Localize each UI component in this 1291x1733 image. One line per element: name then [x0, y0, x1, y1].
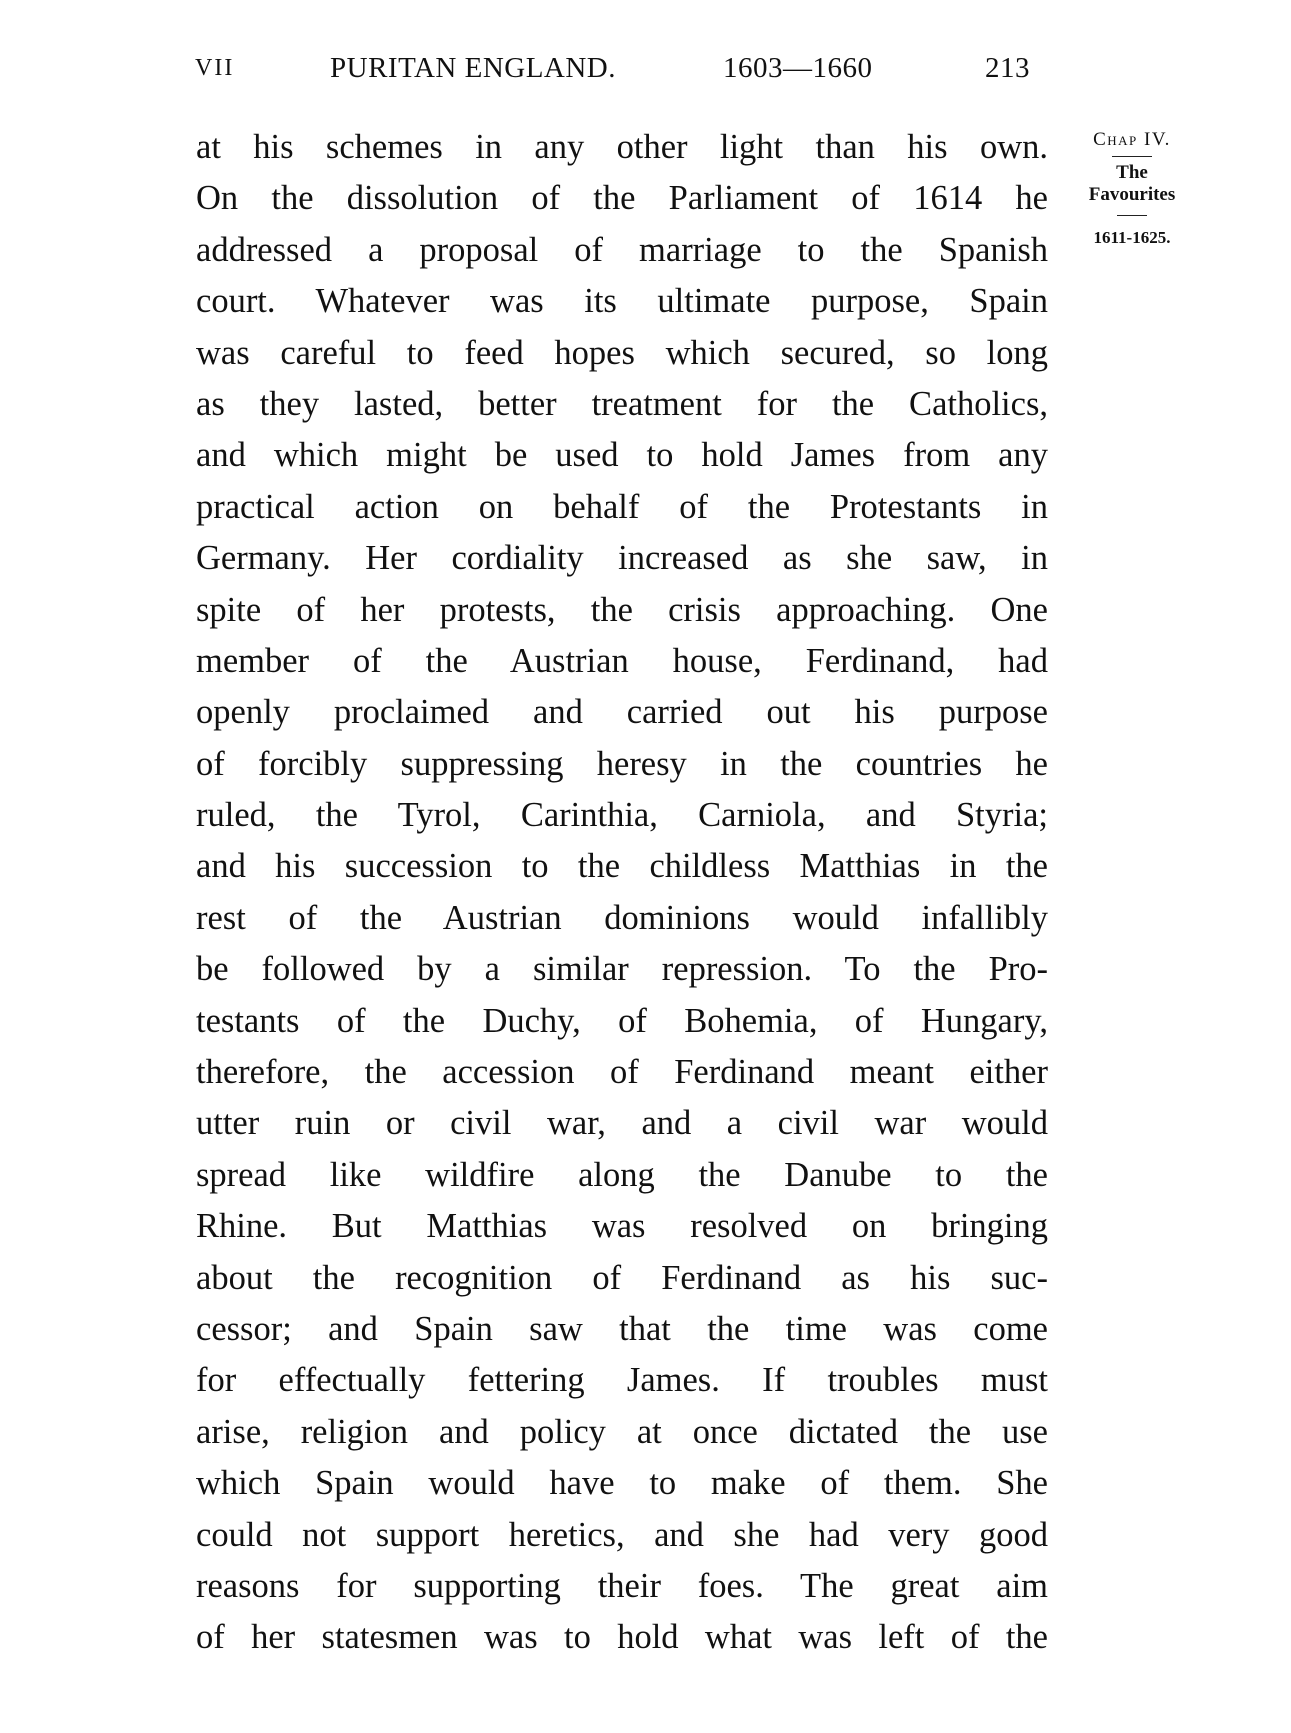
running-head-title: PURITAN ENGLAND. — [330, 52, 616, 84]
text-line: about the recognition of Ferdinand as his suc- — [196, 1258, 1048, 1297]
text-line: of forcibly suppressing heresy in the countries he — [196, 744, 1048, 783]
text-line: rest of the Austrian dominions would infallibly — [196, 898, 1048, 937]
text-line: utter ruin or civil war, and a civil war would — [196, 1104, 1048, 1143]
margin-chapter-ref: Chap IV. — [1093, 129, 1171, 150]
text-line: at his schemes in any other light than his own. — [196, 128, 1048, 166]
text-line: was careful to feed hopes which secured, so long — [196, 333, 1048, 372]
text-line: could not support heretics, and she had very good — [196, 1515, 1048, 1554]
running-head-years: 1603—1660 — [723, 52, 873, 84]
running-head — [195, 48, 1045, 88]
text-line: openly proclaimed and carried out his purpose — [196, 693, 1048, 732]
text-line: ruled, the Tyrol, Carinthia, Carniola, and Styria; — [196, 796, 1048, 835]
text-line: cessor; and Spain saw that the time was come — [196, 1309, 1048, 1348]
margin-years: 1611-1625. — [1093, 228, 1171, 247]
text-line: for effectually fettering James. If troubles must — [196, 1361, 1048, 1400]
text-line: testants of the Duchy, of Bohemia, of Hungary, — [196, 1001, 1048, 1040]
text-line: therefore, the accession of Ferdinand meant either — [196, 1053, 1048, 1092]
margin-rule — [1112, 156, 1152, 157]
text-line: practical action on behalf of the Protestants in — [196, 487, 1048, 526]
text-line: arise, religion and policy at once dictated the use — [196, 1412, 1048, 1451]
text-line: and which might be used to hold James from any — [196, 436, 1048, 475]
text-line: spread like wildfire along the Danube to the — [196, 1155, 1048, 1194]
margin-topic-line-1: The — [1116, 162, 1148, 183]
text-line: which Spain would have to make of them. She — [196, 1464, 1048, 1503]
text-line: member of the Austrian house, Ferdinand, had — [196, 641, 1048, 680]
text-line: On the dissolution of the Parliament of 1614 he — [196, 179, 1048, 218]
text-line: reasons for supporting their foes. The great aim — [196, 1566, 1048, 1605]
text-line: addressed a proposal of marriage to the Spanish — [196, 230, 1048, 269]
margin-topic-line-2: Favourites — [1088, 184, 1176, 205]
margin-rule — [1117, 215, 1147, 216]
body-text — [196, 122, 1048, 1664]
running-head-chapter: VII — [195, 55, 235, 81]
text-line: Rhine. But Matthias was resolved on bringing — [196, 1207, 1048, 1246]
text-line: spite of her protests, the crisis approaching. One — [196, 590, 1048, 629]
text-line: of her statesmen was to hold what was left of the — [196, 1618, 1048, 1657]
margin-note — [1062, 128, 1202, 250]
text-line: Germany. Her cordiality increased as she saw, in — [196, 539, 1048, 578]
text-line: court. Whatever was its ultimate purpose, Spain — [196, 282, 1048, 321]
text-line: and his succession to the childless Matthias in the — [196, 847, 1048, 886]
text-line: be followed by a similar repression. To the Pro- — [196, 950, 1048, 989]
page-number: 213 — [985, 52, 1030, 84]
text-line: as they lasted, better treatment for the Catholics, — [196, 384, 1048, 423]
